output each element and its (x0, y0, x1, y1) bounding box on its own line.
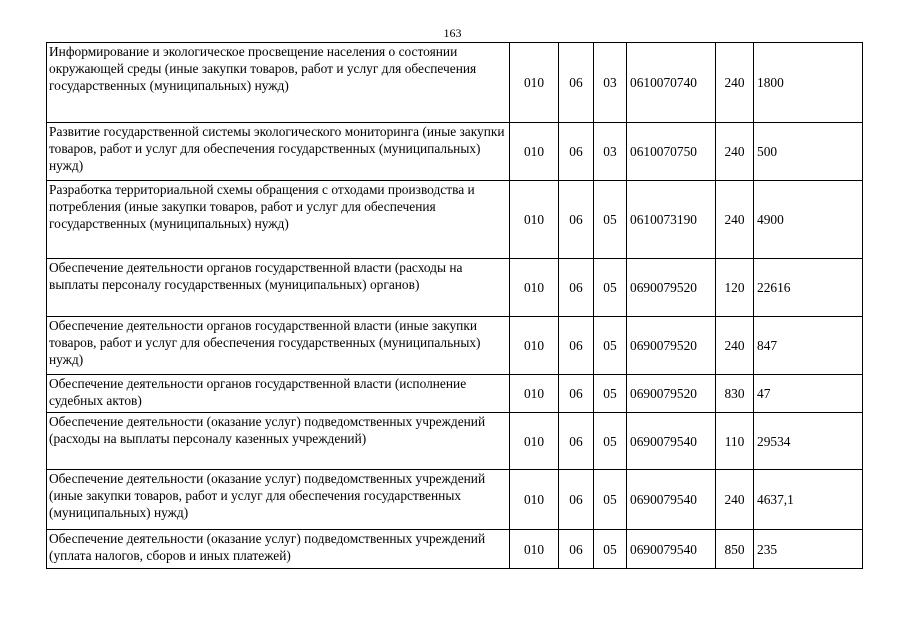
ministry-code: 010 (510, 259, 559, 317)
ministry-code: 010 (510, 470, 559, 530)
section-code: 06 (559, 123, 594, 181)
expense-type-code: 240 (716, 181, 754, 259)
expense-type-code: 240 (716, 317, 754, 375)
expense-type-code: 240 (716, 123, 754, 181)
table-row (47, 43, 863, 123)
amount: 4637,1 (754, 470, 863, 530)
expense-type-code: 850 (716, 530, 754, 569)
table-row (47, 470, 863, 530)
row-name: Разработка территориальной схемы обращения с отходами производства и потребления (иные закупки товаров, работ и услуг для обеспечения государственных (муниципальных) нужд) (47, 181, 510, 259)
amount: 22616 (754, 259, 863, 317)
target-article-code: 0690079540 (627, 413, 716, 470)
ministry-code: 010 (510, 43, 559, 123)
amount: 4900 (754, 181, 863, 259)
ministry-code: 010 (510, 123, 559, 181)
target-article-code: 0690079540 (627, 470, 716, 530)
target-article-code: 0610073190 (627, 181, 716, 259)
section-code: 06 (559, 470, 594, 530)
subsection-code: 05 (594, 413, 627, 470)
ministry-code: 010 (510, 530, 559, 569)
ministry-code: 010 (510, 413, 559, 470)
table-row (47, 123, 863, 181)
subsection-code: 05 (594, 470, 627, 530)
row-name: Развитие государственной системы экологического мониторинга (иные закупки товаров, работ и услуг для обеспечения государственных (муниципальных) нужд) (47, 123, 510, 181)
table-row (47, 413, 863, 470)
amount: 235 (754, 530, 863, 569)
amount: 29534 (754, 413, 863, 470)
section-code: 06 (559, 259, 594, 317)
row-name: Обеспечение деятельности органов государственной власти (расходы на выплаты персоналу государственных (муниципальных) органов) (47, 259, 510, 317)
target-article-code: 0690079540 (627, 530, 716, 569)
table-row (47, 181, 863, 259)
ministry-code: 010 (510, 375, 559, 413)
expense-type-code: 830 (716, 375, 754, 413)
section-code: 06 (559, 181, 594, 259)
table-row (47, 375, 863, 413)
amount: 847 (754, 317, 863, 375)
budget-table (46, 42, 863, 569)
expense-type-code: 120 (716, 259, 754, 317)
page-number: 163 (443, 26, 462, 40)
ministry-code: 010 (510, 317, 559, 375)
subsection-code: 05 (594, 181, 627, 259)
row-name: Информирование и экологическое просвещение населения о состоянии окружающей среды (иные закупки товаров, работ и услуг для обеспечения государственных (муниципальных) нужд) (47, 43, 510, 123)
section-code: 06 (559, 43, 594, 123)
expense-type-code: 240 (716, 43, 754, 123)
ministry-code: 010 (510, 181, 559, 259)
target-article-code: 0690079520 (627, 317, 716, 375)
subsection-code: 03 (594, 123, 627, 181)
target-article-code: 0610070750 (627, 123, 716, 181)
amount: 500 (754, 123, 863, 181)
subsection-code: 05 (594, 375, 627, 413)
subsection-code: 05 (594, 317, 627, 375)
section-code: 06 (559, 413, 594, 470)
target-article-code: 0610070740 (627, 43, 716, 123)
row-name: Обеспечение деятельности (оказание услуг) подведомственных учреждений (уплата налогов, сборов и иных платежей) (47, 530, 510, 569)
section-code: 06 (559, 530, 594, 569)
table-row (47, 259, 863, 317)
target-article-code: 0690079520 (627, 259, 716, 317)
target-article-code: 0690079520 (627, 375, 716, 413)
row-name: Обеспечение деятельности органов государственной власти (иные закупки товаров, работ и услуг для обеспечения государственных (муниципальных) нужд) (47, 317, 510, 375)
amount: 47 (754, 375, 863, 413)
amount: 1800 (754, 43, 863, 123)
subsection-code: 03 (594, 43, 627, 123)
expense-type-code: 240 (716, 470, 754, 530)
section-code: 06 (559, 317, 594, 375)
subsection-code: 05 (594, 259, 627, 317)
row-name: Обеспечение деятельности органов государственной власти (исполнение судебных актов) (47, 375, 510, 413)
expense-type-code: 110 (716, 413, 754, 470)
table-row (47, 530, 863, 569)
subsection-code: 05 (594, 530, 627, 569)
row-name: Обеспечение деятельности (оказание услуг) подведомственных учреждений (расходы на выплаты персоналу казенных учреждений) (47, 413, 510, 470)
section-code: 06 (559, 375, 594, 413)
table-row (47, 317, 863, 375)
row-name: Обеспечение деятельности (оказание услуг) подведомственных учреждений (иные закупки товаров, работ и услуг для обеспечения государственных (муниципальных) нужд) (47, 470, 510, 530)
